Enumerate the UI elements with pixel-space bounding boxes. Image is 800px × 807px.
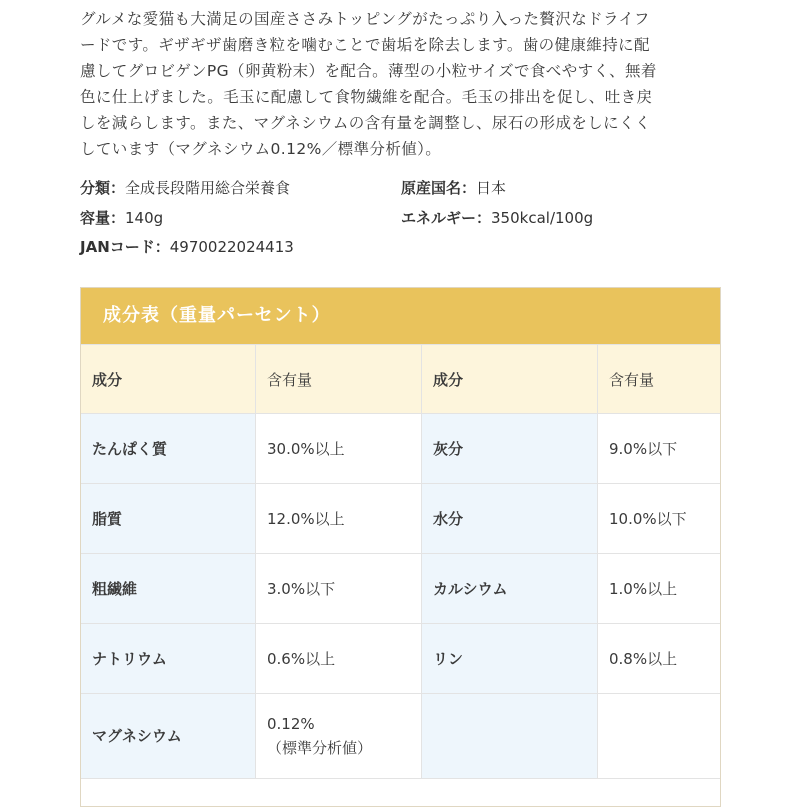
table-row	[81, 414, 722, 484]
table-header-row	[81, 345, 722, 414]
spec-value: 日本	[476, 179, 507, 197]
table-row	[81, 624, 722, 694]
ingredient-amount-empty	[598, 694, 722, 779]
ingredient-name: 脂質	[81, 484, 256, 554]
ingredient-name: ナトリウム	[81, 624, 256, 694]
spec-capacity	[80, 208, 163, 228]
ingredient-amount	[256, 694, 422, 779]
ingredient-amount: 0.8%以上	[598, 624, 722, 694]
ingredient-name: たんぱく質	[81, 414, 256, 484]
table-row	[81, 694, 722, 779]
table-row	[81, 484, 722, 554]
ingredient-amount: 3.0%以下	[256, 554, 422, 624]
ingredient-amount: 0.6%以上	[256, 624, 422, 694]
spec-category	[80, 178, 290, 198]
ingredient-table-panel	[80, 287, 721, 807]
spec-value: 全成長段階用総合栄養食	[125, 179, 291, 197]
ingredient-amount: 9.0%以下	[598, 414, 722, 484]
ingredient-amount: 12.0%以上	[256, 484, 422, 554]
table-title: 成分表（重量パーセント）	[81, 288, 720, 344]
ingredient-amount: 10.0%以下	[598, 484, 722, 554]
description-line: ードです。ギザギザ歯磨き粒を噛むことで歯垢を除去します。歯の健康維持に配	[80, 36, 650, 54]
amount-value: 0.12%	[267, 715, 315, 733]
amount-note: （標準分析値）	[267, 739, 373, 757]
column-header-amount: 含有量	[256, 345, 422, 414]
description-line: 慮してグロビゲンPG（卵黄粉末）を配合。薄型の小粒サイズで食べやすく、無着	[80, 62, 657, 80]
spec-jan	[80, 237, 294, 257]
description-line: グルメな愛猫も大満足の国産ささみトッピングがたっぷり入った贅沢なドライフ	[80, 10, 650, 28]
ingredient-name: リン	[422, 624, 598, 694]
ingredient-amount: 1.0%以上	[598, 554, 722, 624]
spec-key: エネルギー：	[401, 209, 492, 227]
spec-value: 350kcal/100g	[491, 209, 594, 227]
spec-key: JANコード：	[80, 238, 170, 256]
ingredient-name: 粗繊維	[81, 554, 256, 624]
ingredient-name: カルシウム	[422, 554, 598, 624]
ingredient-name: マグネシウム	[81, 694, 256, 779]
spec-key: 容量：	[80, 209, 126, 227]
table-row	[81, 554, 722, 624]
ingredient-name: 水分	[422, 484, 598, 554]
spec-key: 分類：	[80, 179, 126, 197]
ingredient-name: 灰分	[422, 414, 598, 484]
spec-value: 140g	[125, 209, 164, 227]
ingredient-name-empty	[422, 694, 598, 779]
spec-energy	[401, 208, 593, 228]
ingredient-amount: 30.0%以上	[256, 414, 422, 484]
product-description	[80, 6, 730, 162]
spec-value: 4970022024413	[169, 238, 294, 256]
spec-key: 原産国名：	[401, 179, 477, 197]
column-header-ingredient: 成分	[81, 345, 256, 414]
column-header-ingredient: 成分	[422, 345, 598, 414]
column-header-amount: 含有量	[598, 345, 722, 414]
description-line: しを減らします。また、マグネシウムの含有量を調整し、尿石の形成をしにくく	[80, 114, 651, 132]
ingredient-table	[80, 344, 721, 779]
description-line: しています（マグネシウム0.12%／標準分析値）。	[80, 140, 442, 158]
spec-origin	[401, 178, 506, 198]
description-line: 色に仕上げました。毛玉に配慮して食物繊維を配合。毛玉の排出を促し、吐き戻	[80, 88, 653, 106]
